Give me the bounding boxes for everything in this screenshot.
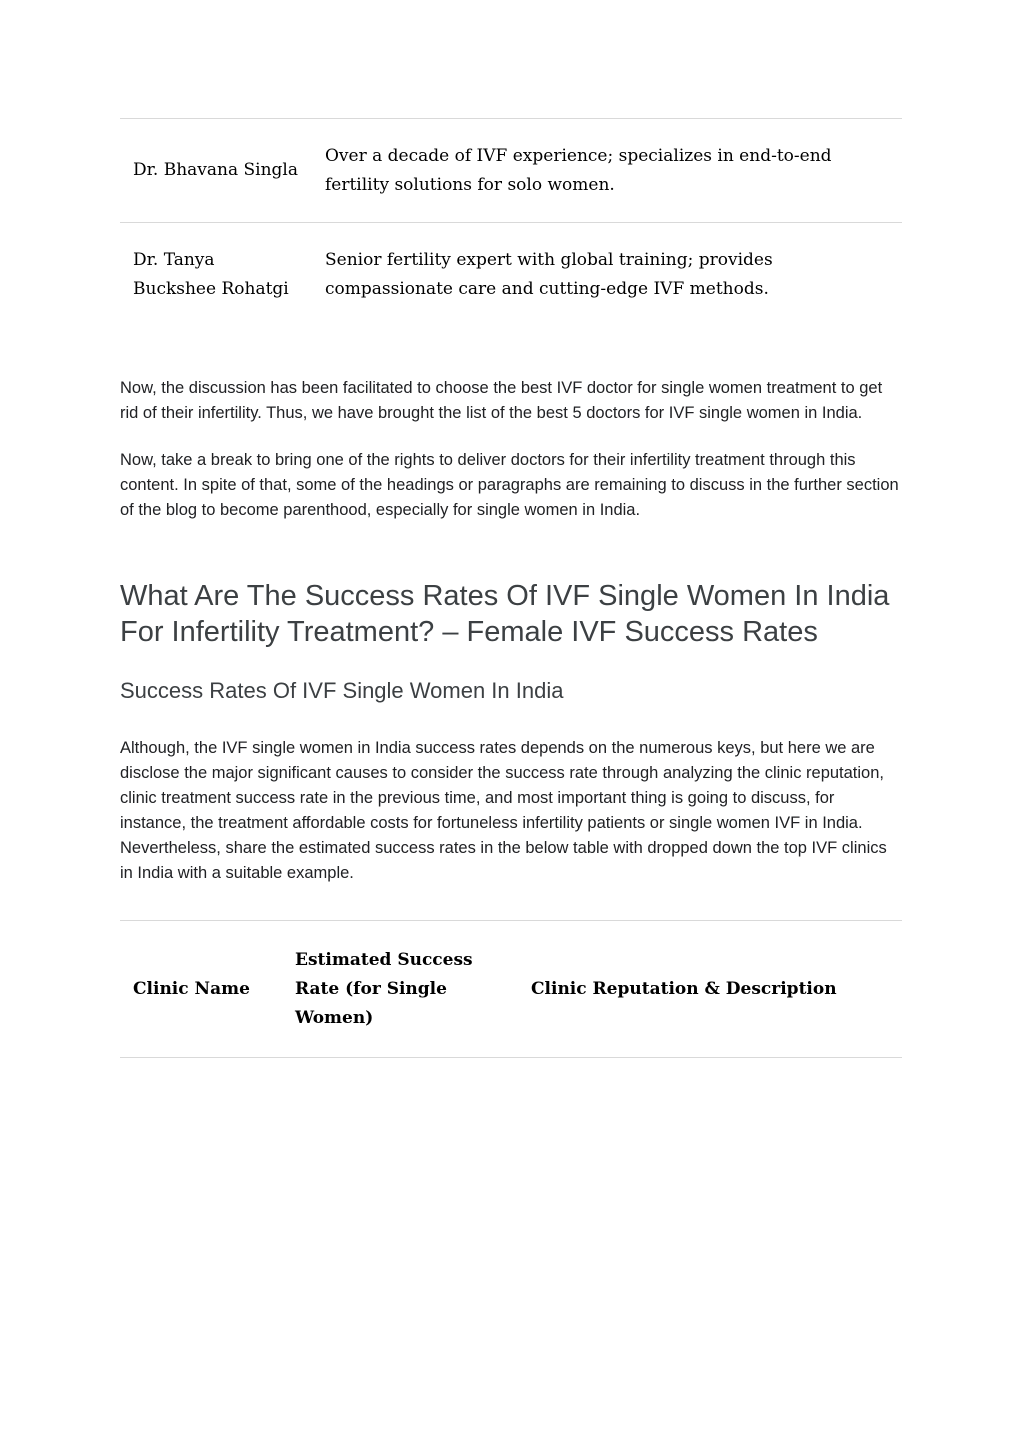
column-header-reputation: Clinic Reputation & Description xyxy=(531,978,837,999)
table-header-row xyxy=(120,920,902,1058)
document-page xyxy=(0,118,1024,1443)
table-row xyxy=(120,118,902,222)
table-row xyxy=(120,222,902,326)
doctors-table xyxy=(120,118,902,326)
intro-paragraph-2: Now, take a break to bring one of the rights to deliver doctors for their infertility treatment through this content. In spite of that, some of the headings or paragraphs are remaining to discuss in the further section of the blog to become parenthood, especially for single women in India. xyxy=(120,451,899,519)
success-rates-paragraph: Although, the IVF single women in India success rates depends on the numerous keys, but here we are disclose the major significant causes to consider the success rate through analyzing the clinic reputation, clinic treatment success rate in the previous time, and most important thing is going to discuss, for instance, the treatment affordable costs for fortuneless infertility patients or single women IVF in India. Nevertheless, share the estimated success rates in the below table with dropped down the top IVF clinics in India with a suitable example. xyxy=(120,739,887,882)
doctor-name: Dr. Tanya Buckshee Rohatgi xyxy=(133,249,289,299)
clinics-table xyxy=(120,920,902,1058)
doctor-description: Over a decade of IVF experience; specializes in end-to-end fertility solutions for solo women. xyxy=(325,145,832,195)
subsection-heading-success-rates: Success Rates Of IVF Single Women In India xyxy=(120,678,564,703)
doctor-description: Senior fertility expert with global training; provides compassionate care and cutting-edge IVF methods. xyxy=(325,249,773,299)
doctor-name: Dr. Bhavana Singla xyxy=(133,160,298,180)
column-header-clinic-name: Clinic Name xyxy=(133,978,250,999)
intro-paragraph-1: Now, the discussion has been facilitated to choose the best IVF doctor for single women treatment to get rid of their infertility. Thus, we have brought the list of the best 5 doctors for IVF single women in India. xyxy=(120,379,883,422)
column-header-success-rate: Estimated Success Rate (for Single Women) xyxy=(295,949,473,1028)
section-heading-success-rates: What Are The Success Rates Of IVF Single Women In India For Infertility Treatment? – Female IVF Success Rates xyxy=(120,580,890,648)
